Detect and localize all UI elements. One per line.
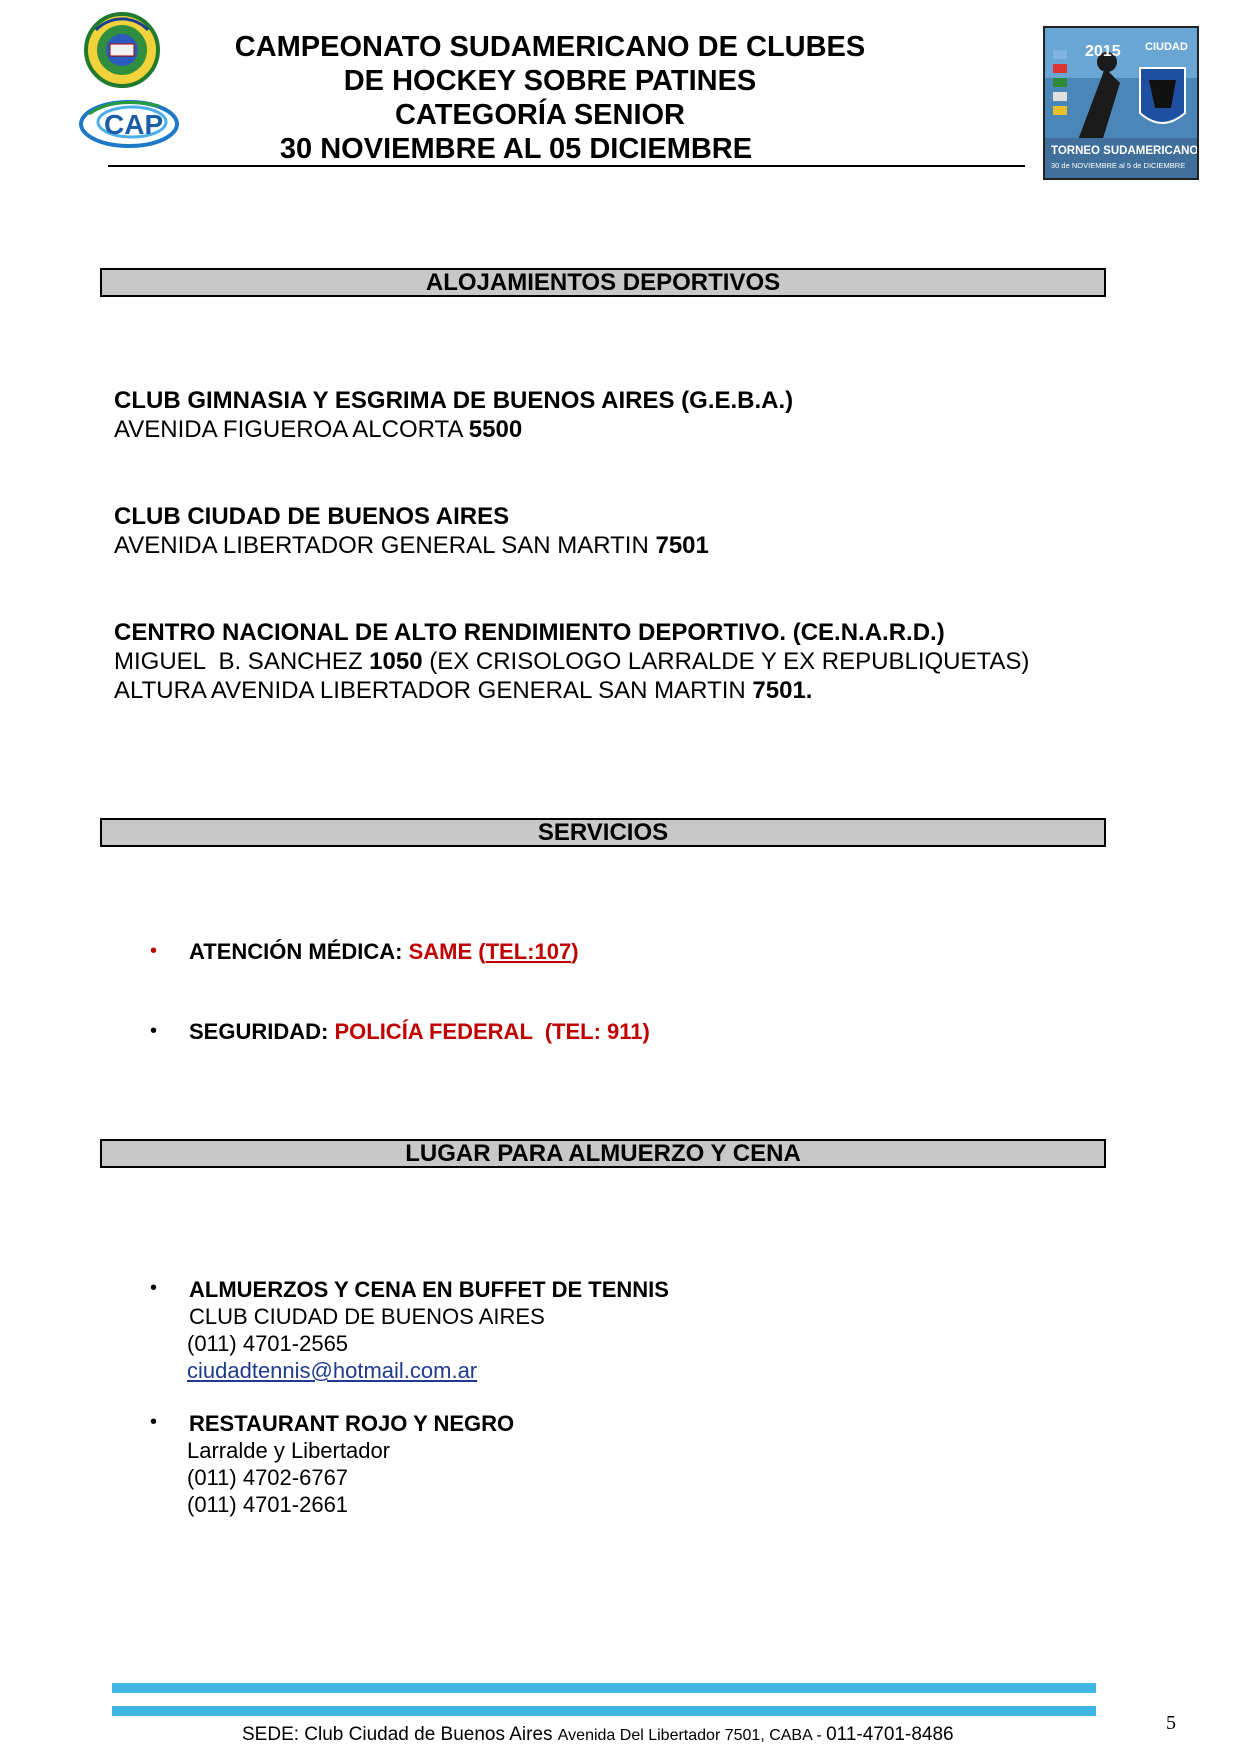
venue-item-rojo-negro	[189, 1410, 514, 1437]
service-value: POLICÍA FEDERAL (TEL: 911)	[334, 1019, 650, 1044]
lodging-address	[114, 647, 1029, 676]
section-header-servicios: SERVICIOS	[100, 818, 1106, 847]
venue-phone-2: (011) 4701-2661	[187, 1492, 349, 1517]
venue-phone: (011) 4701-2565	[187, 1331, 349, 1356]
poster-club: CIUDAD	[1145, 41, 1188, 53]
lodging-name: CLUB CIUDAD DE BUENOS AIRES	[114, 503, 510, 530]
service-paren: )	[571, 939, 579, 964]
address-number: 5500	[468, 416, 523, 443]
service-item-medical	[189, 938, 579, 965]
header-divider	[108, 165, 1025, 167]
venue-heading: ALMUERZOS Y CENA EN BUFFET DE TENNIS	[189, 1277, 669, 1302]
lodging-address-2	[114, 676, 1029, 705]
service-paren: (	[478, 939, 486, 964]
venue-item-buffet	[189, 1276, 669, 1303]
address-text: AVENIDA LIBERTADOR GENERAL SAN MARTIN	[114, 532, 649, 559]
address-text: ALTURA AVENIDA LIBERTADOR GENERAL SAN MARTIN	[114, 677, 746, 704]
venue-line: Larralde y Libertador	[187, 1438, 391, 1463]
lodging-entry-ciudad	[114, 502, 709, 560]
lodging-name: CENTRO NACIONAL DE ALTO RENDIMIENTO DEPORTIVO. (CE.N.A.R.D.)	[114, 619, 945, 646]
page-number: 5	[1166, 1712, 1176, 1734]
venue-email-link[interactable]: ciudadtennis@hotmail.com.ar	[187, 1358, 478, 1383]
bullet-icon: •	[150, 1411, 158, 1433]
title-line-3: CATEGORÍA SENIOR	[394, 99, 685, 131]
bullet-icon: •	[150, 940, 158, 962]
section-header-lugar: LUGAR PARA ALMUERZO Y CENA	[100, 1139, 1106, 1168]
footer-phone: 011-4701-8486	[826, 1724, 954, 1745]
poster-dates: 30 de NOVIEMBRE al 5 de DICIEMBRE	[1051, 161, 1186, 170]
title-line-1: CAMPEONATO SUDAMERICANO DE CLUBES	[234, 31, 866, 63]
service-item-security	[189, 1018, 650, 1045]
lodging-name: CLUB GIMNASIA Y ESGRIMA DE BUENOS AIRES (G.E.B.A.)	[114, 387, 794, 414]
footer-stripe-top	[112, 1683, 1096, 1693]
venue-phone: (011) 4702-6767	[187, 1465, 349, 1490]
lodging-entry-geba	[114, 386, 793, 444]
address-text: MIGUEL B. SANCHEZ	[114, 648, 363, 675]
footer-address	[242, 1724, 954, 1746]
address-text: AVENIDA FIGUEROA ALCORTA	[114, 416, 463, 443]
title-line-2: DE HOCKEY SOBRE PATINES	[343, 65, 757, 97]
tournament-poster-icon	[1043, 26, 1199, 180]
document-title	[200, 30, 900, 166]
service-label: SEGURIDAD:	[189, 1019, 329, 1044]
lodging-entry-cenard	[114, 618, 1029, 705]
address-number: 7501.	[752, 677, 813, 704]
footer-text-b: Avenida Del Libertador 7501, CABA -	[557, 1727, 827, 1744]
footer-stripe-bottom	[112, 1706, 1096, 1716]
cap-logo-text: CAP	[104, 109, 164, 140]
venue-line: CLUB CIUDAD DE BUENOS AIRES	[189, 1304, 545, 1329]
bullet-icon: •	[150, 1020, 158, 1042]
bullet-icon: •	[150, 1277, 158, 1299]
title-line-4: 30 NOVIEMBRE AL 05 DICIEMBRE	[279, 133, 753, 165]
poster-year: 2015	[1085, 43, 1121, 60]
venue-heading: RESTAURANT ROJO Y NEGRO	[189, 1411, 515, 1436]
lodging-address	[114, 531, 709, 560]
address-note: (EX CRISOLOGO LARRALDE Y EX REPUBLIQUETAS)	[429, 648, 1030, 675]
poster-name: TORNEO SUDAMERICANO	[1051, 145, 1197, 157]
address-number: 7501	[655, 532, 709, 559]
service-label: ATENCIÓN MÉDICA:	[189, 939, 403, 964]
confederation-seal-icon	[76, 10, 184, 88]
cap-logo-icon	[74, 92, 184, 152]
service-value: SAME	[408, 939, 473, 964]
address-number: 1050	[369, 648, 423, 675]
footer-text-a: SEDE: Club Ciudad de Buenos Aires	[242, 1724, 553, 1745]
section-header-alojamientos: ALOJAMIENTOS DEPORTIVOS	[100, 268, 1106, 297]
service-tel-link[interactable]: TEL:107	[485, 939, 572, 964]
lodging-address	[114, 415, 793, 444]
